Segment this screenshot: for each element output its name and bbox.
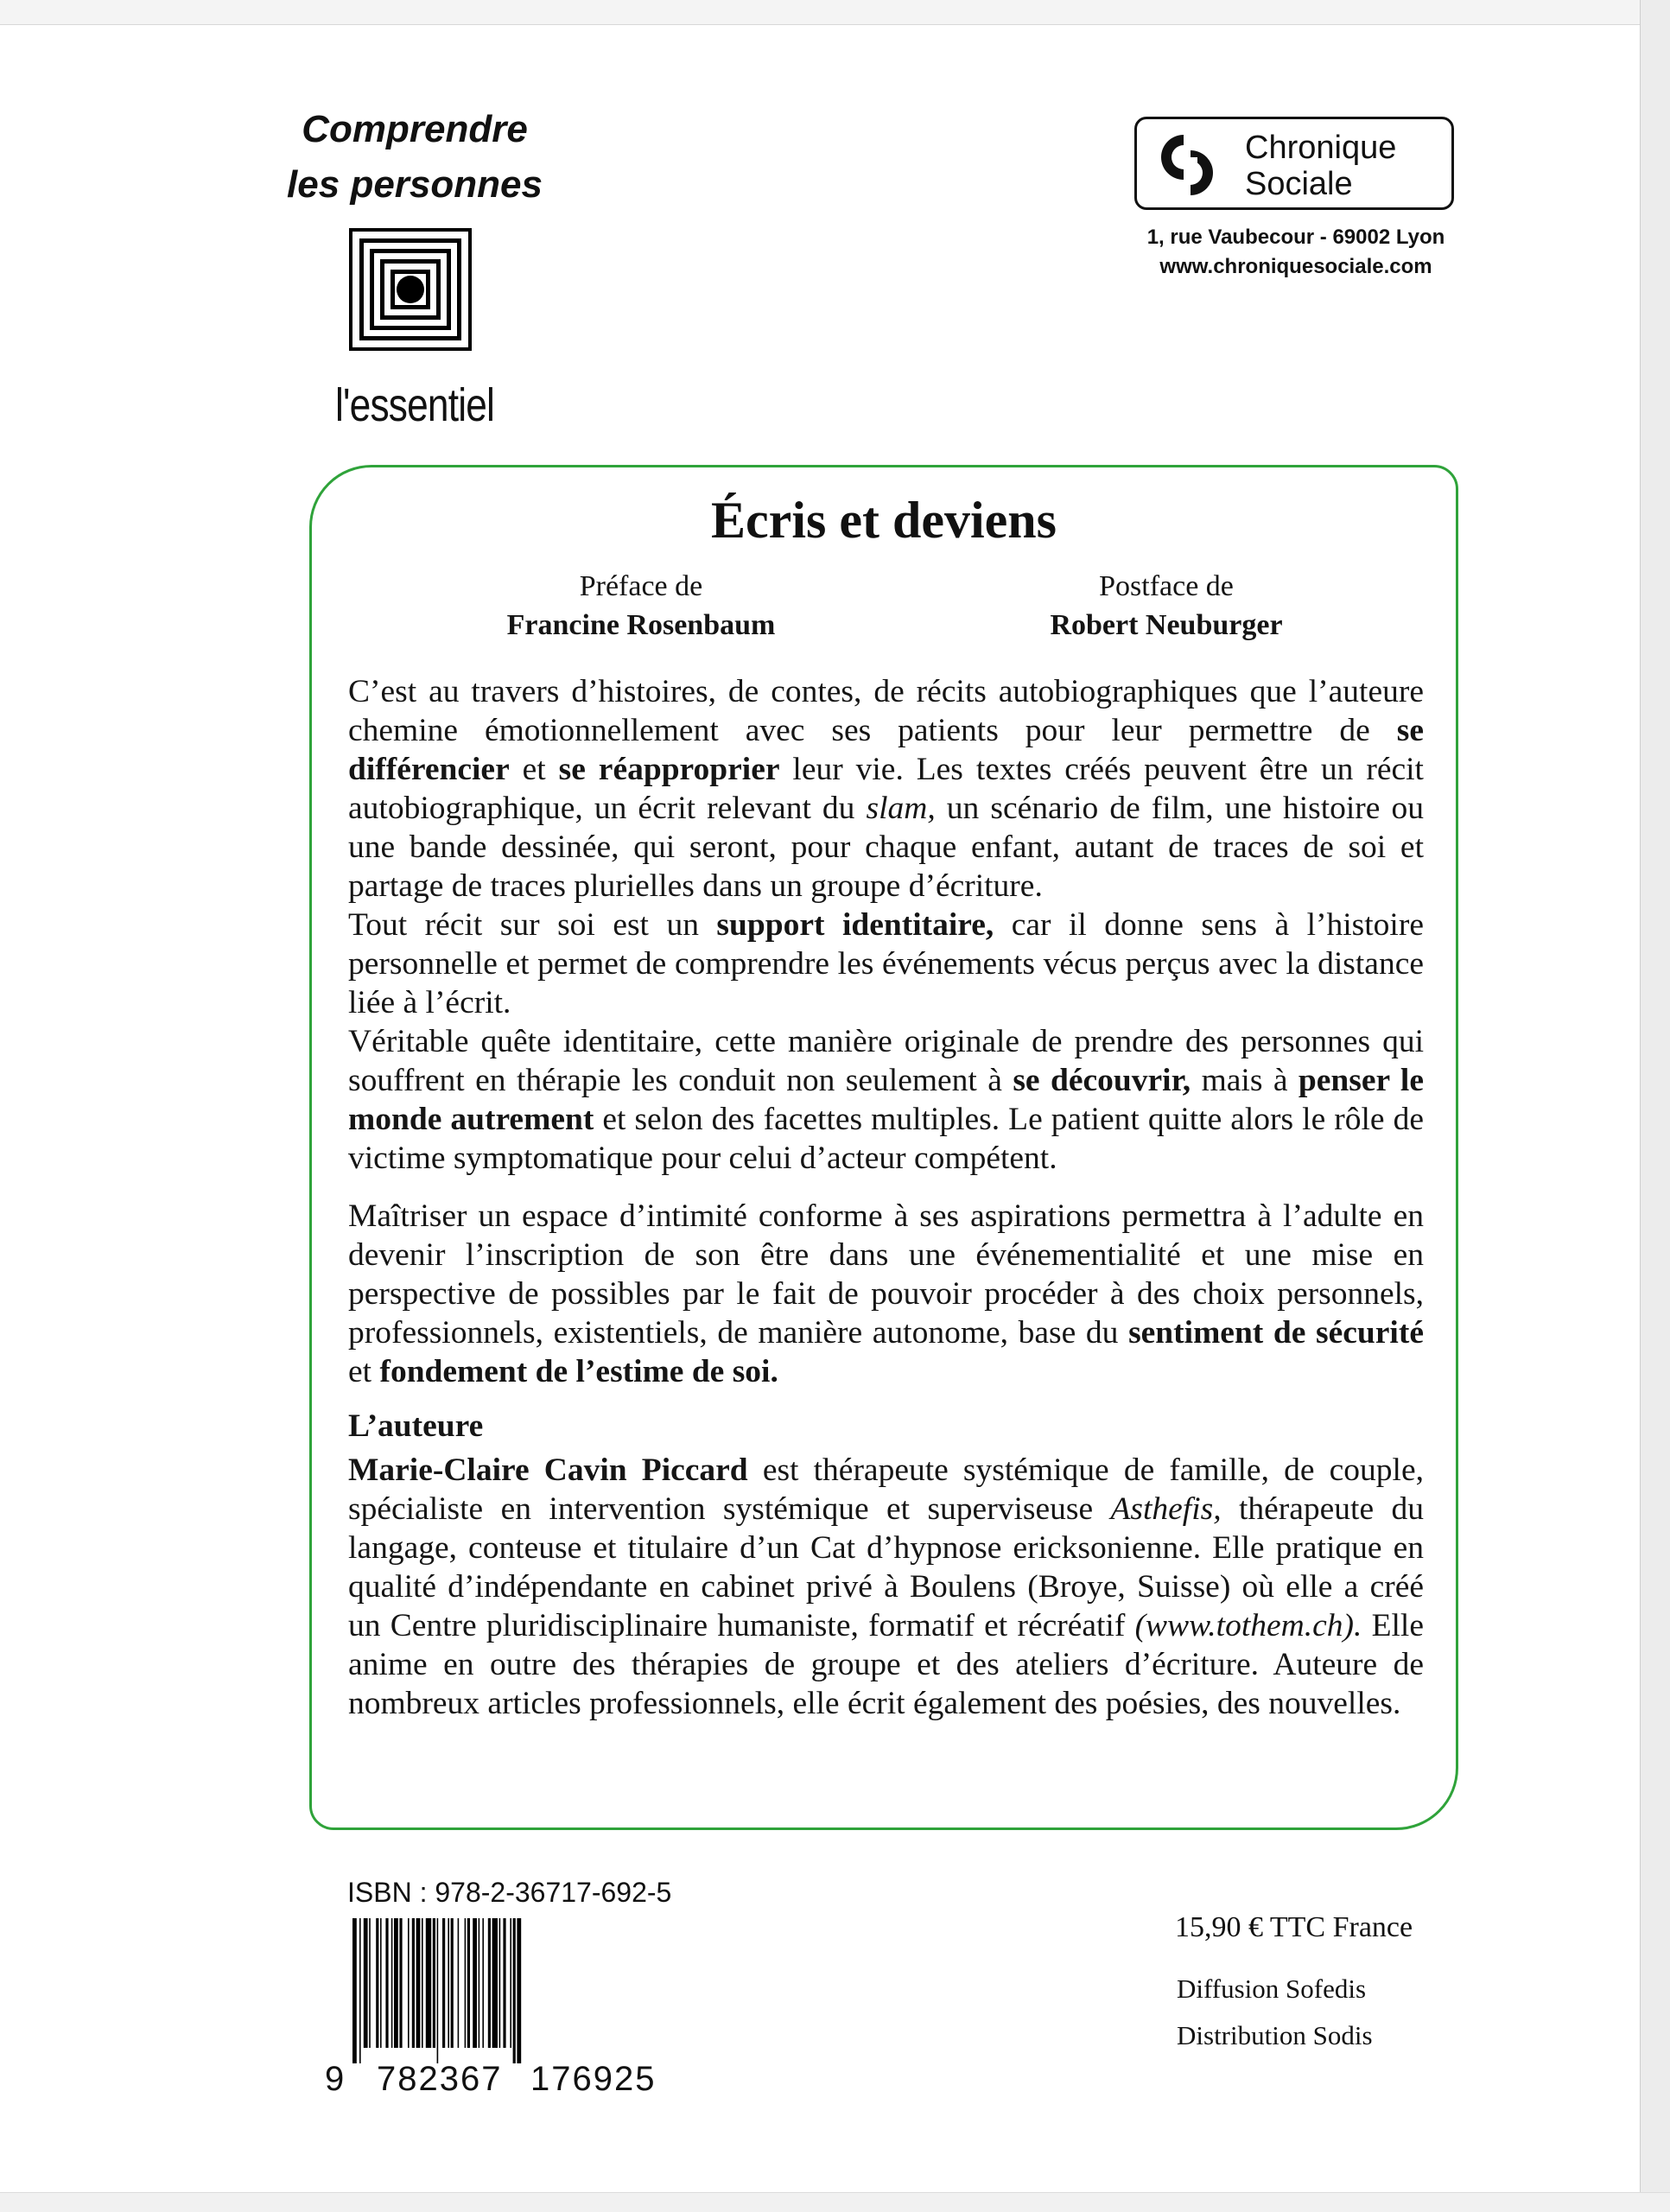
barcode-bar [513,1918,516,2063]
publisher-address: 1, rue Vaubecour - 69002 Lyon [1146,226,1445,249]
barcode-bar [416,1918,421,2048]
publisher-logo [1134,117,1454,210]
barcode-image [347,1918,670,2063]
text-run: Véritable quête identitaire, cette manière originale de prendre des personnes qui souffrent en thérapie les conduit non seulement à [348,1024,1424,1098]
emphasis-text: se découvrir, [1013,1063,1191,1098]
emphasis-text: se réapproprier [558,752,780,787]
text-run: mais à [1191,1063,1299,1098]
barcode-bar [451,1918,454,2048]
emphasis-text: sentiment de sécurité [1128,1315,1424,1351]
text-run: Tout récit sur soi est un [348,907,717,943]
series-subtitle: l'essentiel [335,379,495,431]
emphasis-text: penser le monde autrement [348,1063,1424,1137]
series-title [259,102,570,213]
author-bio [348,1451,1424,1723]
barcode-bar [458,1918,460,2048]
diffusion-label: Diffusion Sofedis [1177,1974,1367,2004]
barcode-bar [488,1918,491,2048]
barcode-bar [492,1918,498,2048]
book-title: Écris et deviens [711,492,1057,549]
barcode-bar [364,1918,368,2048]
barcode-bar [467,1918,470,2048]
scan-edge-bottom [0,2192,1670,2212]
publisher-contact [1123,223,1469,282]
barcode-bar [385,1918,388,2048]
blurb-paragraph [348,906,1424,1022]
barcode-bar [394,1918,398,2048]
series-title-line2: les personnes [287,163,543,206]
barcode-bar [412,1918,415,2048]
italic-text: Asthefis, [1110,1491,1222,1527]
barcode-bar [473,1918,477,2048]
postface-label: Postface de [1099,570,1234,602]
barcode-bar [399,1918,402,2048]
text-run: un scénario de film, une histoire ou une bande dessinée, qui seront, pour chaque enfant, autant de traces de soi et partage de traces plurielles dans un groupe d’écriture. [348,791,1424,904]
price-label: 15,90 € TTC France [1175,1911,1413,1943]
isbn-label: ISBN : 978-2-36717-692-5 [347,1877,672,1908]
text-run: car il donne sens à l’histoire personnelle et permet de comprendre les événements vécus perçus avec la distance liée à l’écrit. [348,907,1424,1020]
barcode-bar [391,1918,393,2048]
blurb-paragraph [348,1022,1424,1178]
text-run: et [509,752,559,787]
text-run: leur vie. Les textes créés peuvent être un récit autobiographique, un écrit relevant du [348,752,1424,826]
barcode-bar [408,1918,410,2048]
preface-label: Préface de [579,570,703,602]
emphasis-text: fondement de l’estime de soi. [379,1354,778,1389]
nested-squares-logo-icon [349,228,472,351]
barcode-bar [433,1918,435,2048]
barcode-bar [352,1918,357,2063]
barcode-bar [426,1918,431,2048]
publisher-name-line1: Chronique [1245,130,1397,166]
text-run: et selon des facettes multiples. Le patient quitte alors le rôle de victime symptomatique pour celui d’acteur compétent. [348,1102,1424,1176]
publisher-name [1245,130,1396,202]
text-run: Maîtriser un espace d’intimité conforme à ses aspirations permettra à l’adulte en devenir l’inscription de son être dans une événementialité et une mise en perspective de possibles par le fait de pouvoir procéder à des choix personnels, professionnels, existentiels, de manière autonome, base du [348,1198,1424,1351]
barcode-bar [510,1918,511,2048]
text-run: est thérapeute systémique de famille, de couple, spécialiste en intervention systémique et superviseuse [348,1452,1424,1527]
barcode-bar [503,1918,505,2048]
author-name: Marie-Claire Cavin Piccard [348,1452,748,1488]
barcode-bar [465,1918,467,2048]
text-run: Elle anime en outre des thérapies de groupe et des ateliers d’écriture. Auteure de nombreux articles professionnels, elle écrit également des poésies, des nouvelles. [348,1608,1424,1721]
scan-edge-top [0,0,1670,25]
cs-monogram-logo-icon [1154,131,1220,197]
barcode-bar [479,1918,480,2048]
barcode-digits-left: 782367 [377,2060,503,2098]
emphasis-text: se différencier [348,713,1424,787]
blurb-paragraph [348,672,1424,906]
barcode-bar [437,1918,439,2063]
text-run: et [348,1354,380,1389]
emphasis-text: support identitaire, [716,907,994,943]
barcode-bar [369,1918,371,2048]
publisher-name-line2: Sociale [1245,166,1353,202]
blurb [348,672,1424,1723]
italic-text: (www.tothem.ch). [1134,1608,1362,1643]
scan-edge-right [1640,0,1670,2212]
barcode-bar [380,1918,382,2048]
text-run: C’est au travers d’histoires, de contes, de récits autobiographiques que l’auteure chemine émotionnellement avec ses patients pour leur permettre de [348,674,1424,748]
italic-text: slam, [866,791,936,826]
barcode-bar [376,1918,378,2048]
barcode-bar [448,1918,449,2048]
blurb-paragraph [348,1197,1424,1391]
publisher-website: www.chroniquesociale.com [1159,255,1432,278]
author-heading: L’auteure [348,1408,484,1444]
barcode-bar [422,1918,423,2048]
series-title-line1: Comprendre [302,108,528,150]
barcode-digits-right: 176925 [530,2060,657,2098]
distribution-label: Distribution Sodis [1177,2020,1373,2050]
barcode-digit-first: 9 [325,2060,345,2098]
preface-author: Francine Rosenbaum [506,609,776,641]
barcode-bar [442,1918,445,2048]
barcode-bar [359,1918,361,2063]
postface-author: Robert Neuburger [1050,609,1283,641]
text-run: thérapeute du langage, conteuse et titulaire d’un Cat d’hypnose ericksonienne. Elle pratique en qualité d’indépendante en cabinet privé à Boulens (Broye, Suisse) où elle a créé un Centre pluridisciplinaire humaniste, formatif et récréatif [348,1491,1424,1643]
barcode-bar [499,1918,501,2048]
barcode-bar [482,1918,484,2048]
barcode-bar [517,1918,521,2063]
